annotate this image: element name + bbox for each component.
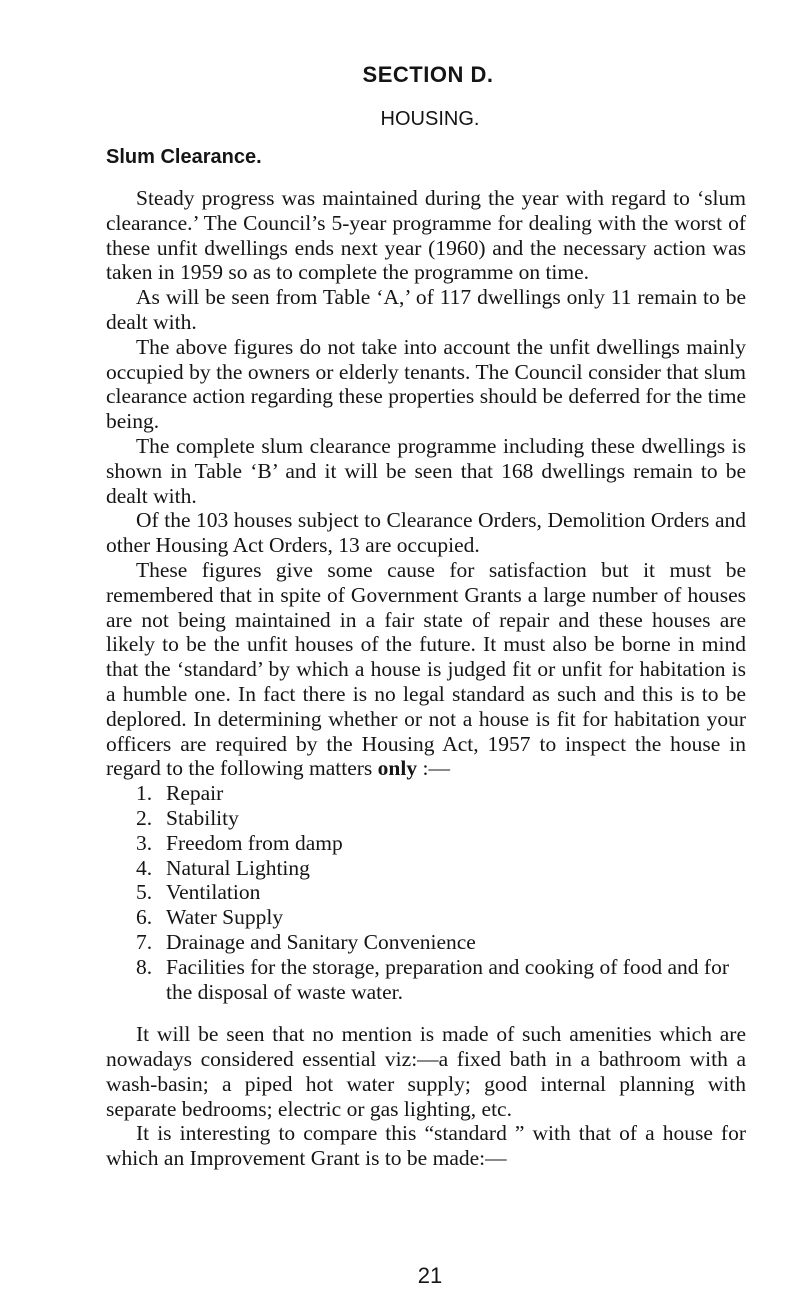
matters-list	[106, 781, 746, 1004]
paragraph: As will be seen from Table ‘A,’ of 117 dwellings only 11 remain to be dealt with.	[106, 285, 746, 334]
paragraph-text: These figures give some cause for satisfaction but it must be remembered that in spite of Government Grants a large number of houses are not being maintained in a fair state of repair and these houses are likely to be the unfit houses of the future. It must also be borne in mind that the ‘standard’ by which a house is judged fit or unfit for habitation is a humble one. In fact there is no legal standard as such and this is to be deplored. In determining whether or not a house is fit for habitation your officers are required by the Housing Act, 1957 to inspect the house in regard to the following matters	[106, 557, 746, 781]
list-number: 2.	[136, 805, 153, 830]
list-text: Freedom from damp	[166, 830, 343, 855]
list-item	[136, 856, 746, 881]
paragraph: The above figures do not take into account the unfit dwellings mainly occupied by the owners or elderly tenants. The Council consider that slum clearance action regarding these properties should be deferred for the time being.	[106, 334, 746, 434]
spacer	[106, 1004, 746, 1022]
list-item	[136, 831, 746, 856]
list-number: 4.	[136, 855, 153, 880]
list-number: 8.	[136, 954, 153, 979]
section-title: SECTION D.	[362, 62, 494, 87]
list-item	[136, 806, 746, 831]
sub-heading: Slum Clearance.	[106, 146, 262, 168]
only-suffix: :—	[417, 756, 450, 781]
list-number: 6.	[136, 905, 153, 930]
only-label: only	[377, 756, 418, 781]
list-number: 7.	[136, 929, 153, 954]
list-item	[136, 781, 746, 806]
housing-title: HOUSING.	[380, 108, 480, 130]
list-item	[136, 905, 746, 930]
paragraph-with-list-lead	[106, 558, 746, 781]
list-number: 1.	[136, 781, 153, 806]
list-text: Stability	[166, 805, 239, 830]
list-item	[136, 880, 746, 905]
page-number: 21	[417, 1263, 443, 1288]
list-text: Ventilation	[166, 880, 261, 905]
paragraph: Of the 103 houses subject to Clearance Orders, Demolition Orders and other Housing Act Orders, 13 are occupied.	[106, 508, 746, 558]
list-text: Drainage and Sanitary Convenience	[166, 929, 476, 954]
list-number: 3.	[136, 830, 153, 855]
paragraph: The complete slum clearance programme including these dwellings is shown in Table ‘B’ and it will be seen that 168 dwellings remain to be dealt with.	[106, 433, 746, 508]
paragraph: It is interesting to compare this “standard ” with that of a house for which an Improvement Grant is to be made:—	[106, 1121, 746, 1171]
list-item	[136, 930, 746, 955]
list-item	[136, 955, 746, 1005]
list-text: Facilities for the storage, preparation and cooking of food and for the disposal of waste water.	[166, 954, 729, 1004]
list-number: 5.	[136, 880, 153, 905]
paragraph: It will be seen that no mention is made of such amenities which are nowadays considered essential viz:—a fixed bath in a bathroom with a wash-basin; a piped hot water supply; good internal planning with separate bedrooms; electric or gas lighting, etc.	[106, 1022, 746, 1121]
list-text: Water Supply	[166, 905, 284, 930]
paragraph: Steady progress was maintained during the year with regard to ‘slum clearance.’ The Council’s 5-year programme for dealing with the worst of these unfit dwellings ends next year (1960) and the necessary action was taken in 1959 so as to complete the programme on time.	[106, 186, 746, 285]
list-text: Repair	[166, 781, 224, 806]
list-text: Natural Lighting	[166, 855, 310, 880]
body-text	[106, 186, 746, 1171]
